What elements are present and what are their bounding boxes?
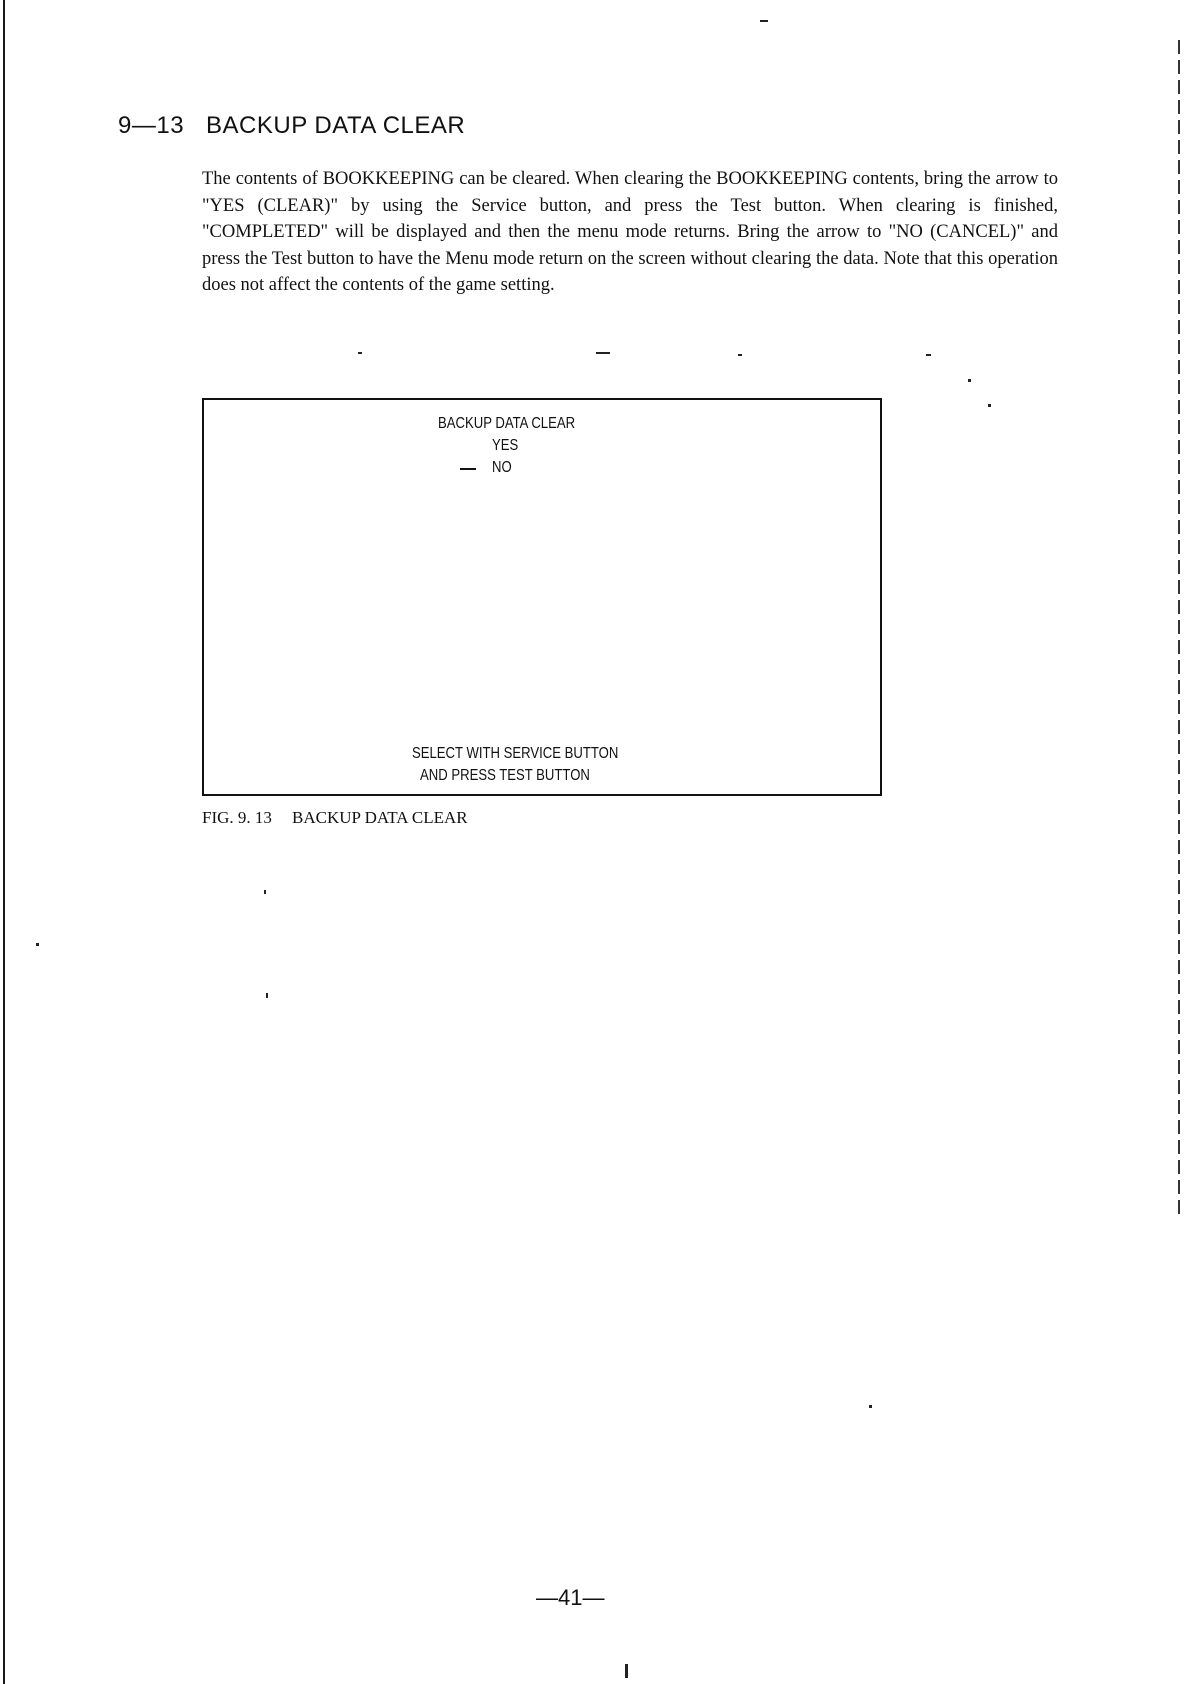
scan-speck bbox=[266, 993, 268, 998]
scan-speck bbox=[926, 354, 931, 356]
instruction-line-2: AND PRESS TEST BUTTON bbox=[420, 767, 590, 784]
page-number: —41— bbox=[536, 1585, 605, 1610]
scan-speck bbox=[596, 352, 610, 354]
section-title: BACKUP DATA CLEAR bbox=[206, 112, 466, 139]
scan-speck bbox=[264, 890, 266, 894]
body-paragraph: The contents of BOOKKEEPING can be cleared. When clearing the BOOKKEEPING contents, bring the arrow to "YES (CLEAR)" by using the Service button, and press the Test button. When clearing is finished, "COMPLETED" will be displayed and then the menu mode returns. Bring the arrow to "NO (CANCEL)" and press the Test button to have the Menu mode return on the screen without clearing the data. Note that this operation does not affect the contents of the game setting. bbox=[202, 169, 1058, 295]
figure-caption-text: BACKUP DATA CLEAR bbox=[292, 808, 468, 827]
screen-mockup bbox=[202, 398, 882, 796]
right-arrow-icon bbox=[460, 468, 476, 470]
scan-speck bbox=[869, 1405, 872, 1408]
screen-title: BACKUP DATA CLEAR bbox=[438, 415, 576, 432]
scan-speck bbox=[738, 354, 742, 356]
figure-caption bbox=[202, 808, 468, 828]
scan-speck bbox=[358, 352, 362, 354]
section-heading bbox=[118, 112, 465, 140]
scan-speck bbox=[625, 1664, 628, 1678]
scan-speck bbox=[988, 404, 991, 407]
scan-speck bbox=[968, 379, 971, 382]
option-yes: YES bbox=[492, 437, 519, 454]
scan-speck bbox=[760, 20, 768, 22]
right-margin-rule bbox=[1178, 40, 1180, 1220]
option-no: NO bbox=[492, 459, 512, 476]
figure-number: FIG. 9. 13 bbox=[202, 808, 272, 827]
left-margin-rule bbox=[3, 0, 5, 1684]
scan-speck bbox=[36, 943, 39, 946]
instruction-line-1: SELECT WITH SERVICE BUTTON bbox=[412, 745, 619, 762]
section-number: 9—13 bbox=[118, 112, 185, 139]
